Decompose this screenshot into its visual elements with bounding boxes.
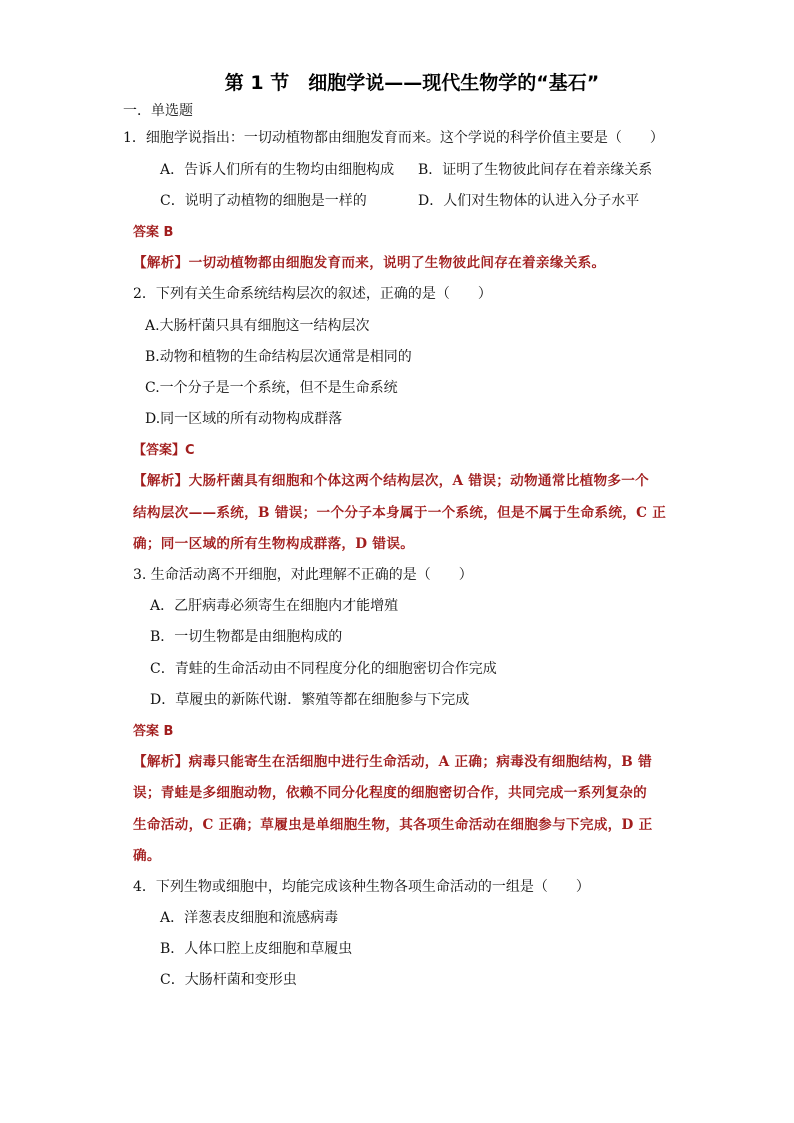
options-row — [0, 155, 794, 186]
option-d: D．草履虫的新陈代谢．繁殖等都在细胞参与下完成 — [150, 691, 470, 708]
question-stem: 1．细胞学说指出：一切动植物都由细胞发育而来。这个学说的科学价值主要是（ ） — [123, 130, 664, 147]
options-row — [0, 186, 794, 217]
option-d: D.同一区域的所有动物构成群落 — [145, 411, 343, 428]
analysis-line: 结构层次——系统，B 错误；一个分子本身属于一个系统，但是不属于生命系统，C 正 — [133, 504, 667, 521]
question-list — [0, 123, 794, 996]
option-a: A.大肠杆菌只具有细胞这一结构层次 — [145, 317, 370, 334]
answer-label: 答案 B — [133, 224, 174, 240]
analysis-line: 误；青蛙是多细胞动物，依赖不同分化程度的细胞密切合作，共同完成一系列复杂的 — [133, 785, 648, 802]
question-3 — [0, 560, 794, 872]
option-b: B．一切生物都是由细胞构成的 — [150, 629, 343, 646]
analysis-line: 确。 — [133, 847, 161, 864]
analysis-line: 【解析】大肠杆菌具有细胞和个体这两个结构层次，A 错误；动物通常比植物多一个 — [133, 473, 650, 490]
question-4 — [0, 872, 794, 997]
analysis-line: 【解析】病毒只能寄生在活细胞中进行生命活动，A 正确；病毒没有细胞结构，B 错 — [133, 754, 652, 771]
analysis-line: 确；同一区域的所有生物构成群落，D 错误。 — [133, 535, 415, 552]
analysis-line: 【解析】一切动植物都由细胞发育而来，说明了生物彼此间存在着亲缘关系。 — [133, 255, 606, 272]
page-title: 第 1 节 细胞学说——现代生物学的“基石” — [224, 72, 600, 94]
section-heading: 一．单选题 — [123, 103, 193, 119]
option-b: B．证明了生物彼此间存在着亲缘关系 — [418, 161, 653, 178]
question-2 — [0, 279, 794, 560]
option-d: D．人们对生物体的认进入分子水平 — [418, 192, 640, 209]
option-c: C．青蛙的生命活动由不同程度分化的细胞密切合作完成 — [150, 660, 497, 677]
option-a: A．洋葱表皮细胞和流感病毒 — [160, 910, 339, 927]
option-a: A．告诉人们所有的生物均由细胞构成 — [160, 161, 395, 178]
analysis-line: 生命活动，C 正确；草履虫是单细胞生物，其各项生命活动在细胞参与下完成，D 正 — [133, 816, 653, 833]
question-1 — [0, 123, 794, 279]
question-stem: 4．下列生物或细胞中，均能完成该种生物各项生命活动的一组是（ ） — [133, 878, 590, 895]
answer-label: 【答案】C — [133, 443, 195, 459]
option-b: B．人体口腔上皮细胞和草履虫 — [160, 941, 353, 958]
option-b: B.动物和植物的生命结构层次通常是相同的 — [145, 348, 412, 365]
option-c: C．大肠杆菌和变形虫 — [160, 972, 297, 989]
option-c: C.一个分子是一个系统，但不是生命系统 — [145, 379, 398, 396]
question-stem: 2．下列有关生命系统结构层次的叙述，正确的是（ ） — [133, 286, 492, 303]
option-a: A．乙肝病毒必须寄生在细胞内才能增殖 — [150, 598, 399, 615]
answer-label: 答案 B — [133, 723, 174, 739]
option-c: C．说明了动植物的细胞是一样的 — [160, 192, 367, 209]
question-stem: 3. 生命活动离不开细胞，对此理解不正确的是（ ） — [133, 567, 473, 584]
